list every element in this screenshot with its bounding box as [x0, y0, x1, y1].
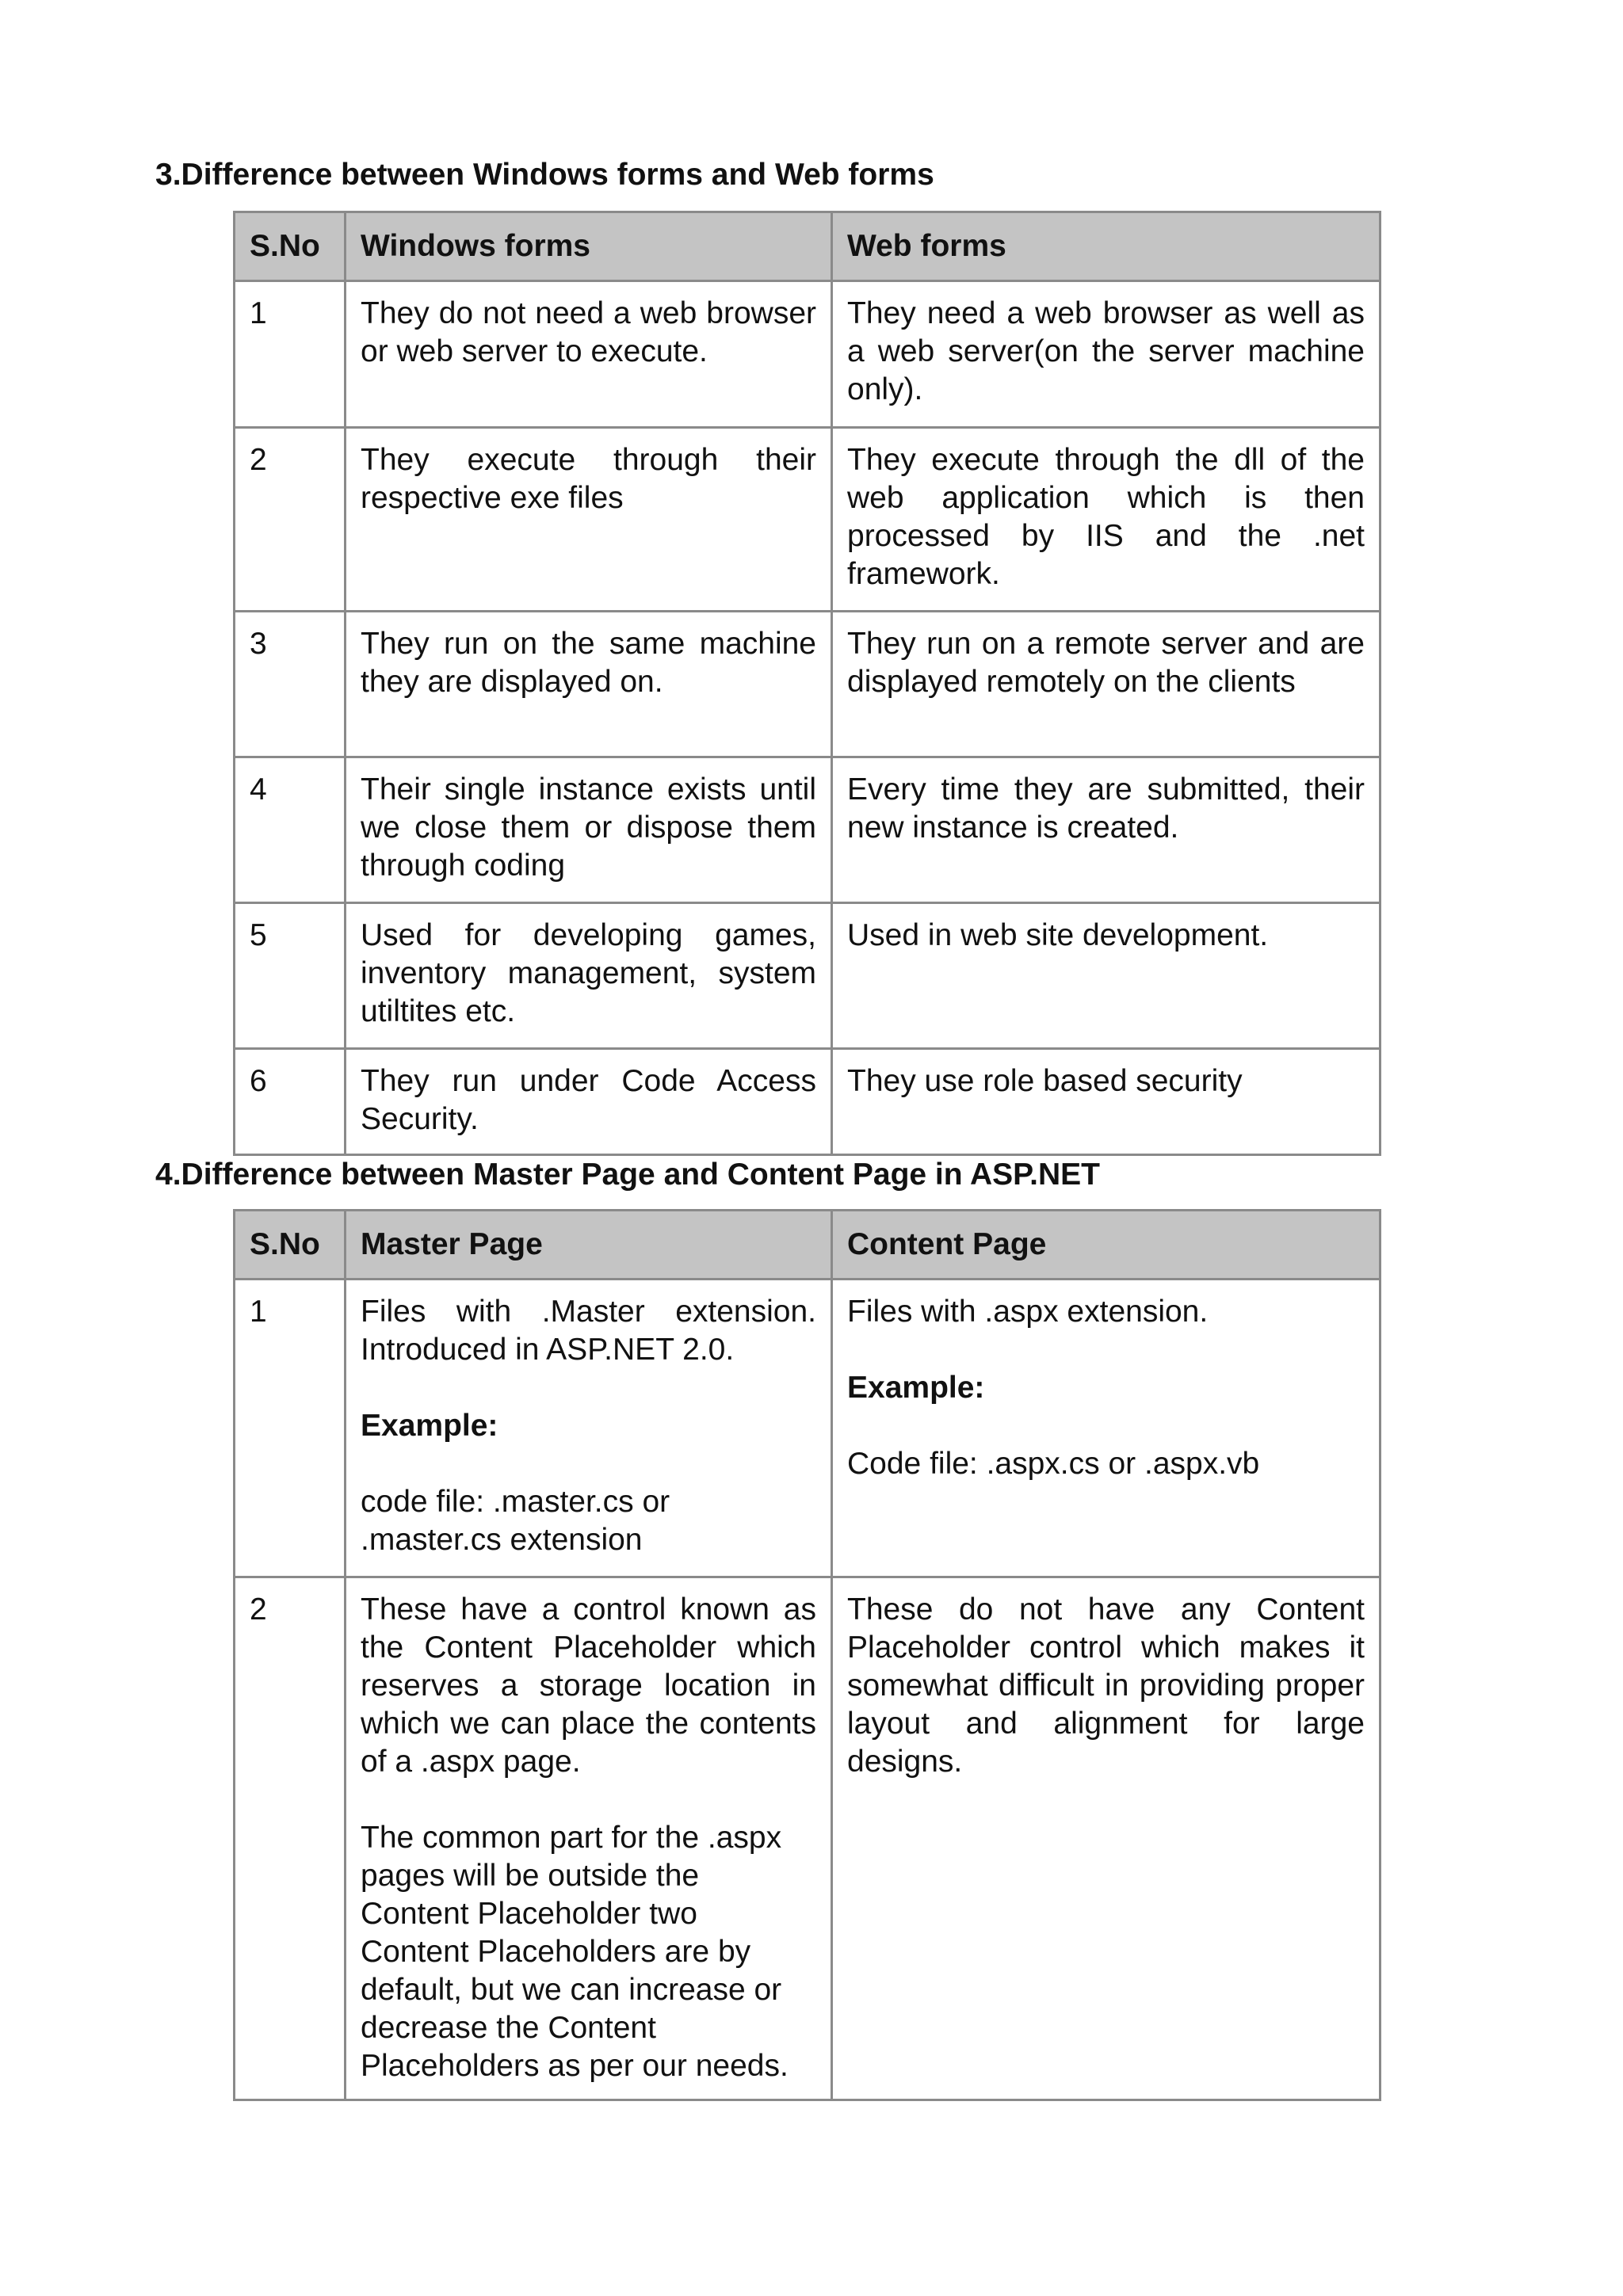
table-row [235, 1577, 1381, 2100]
cell-sno: 4 [235, 757, 346, 903]
header-windows-forms: Windows forms [346, 212, 832, 281]
master-page-placeholder-description: These have a control known as the Content Placeholder which reserves a storage location in which we can place the contents of a .aspx page. [361, 1592, 816, 1779]
cell-windows-forms: Used for developing games, inventory management, system utiltites etc. [346, 903, 832, 1049]
cell-web-forms: They use role based security [832, 1049, 1381, 1155]
cell-master-page [346, 1577, 832, 2100]
comparison-table-master-content-page [233, 1209, 1381, 2101]
cell-sno: 1 [235, 281, 346, 428]
section-title-master-vs-content-page: 4.Difference between Master Page and Content Page in ASP.NET [155, 1158, 1100, 1192]
cell-windows-forms: Their single instance exists until we close them or dispose them through coding [346, 757, 832, 903]
table-row [235, 757, 1381, 903]
cell-sno: 3 [235, 612, 346, 757]
header-web-forms: Web forms [832, 212, 1381, 281]
master-page-common-part-line: default, but we can increase or [361, 1973, 782, 2007]
cell-windows-forms: They do not need a web browser or web server to execute. [346, 281, 832, 428]
content-page-description: Files with .aspx extension. [847, 1295, 1209, 1329]
master-page-common-part-line: Content Placeholders are by [361, 1935, 751, 1969]
cell-sno: 6 [235, 1049, 346, 1155]
cell-web-forms: Used in web site development. [832, 903, 1381, 1049]
comparison-table-windows-web-forms [233, 211, 1381, 1156]
example-label: Example: [847, 1371, 985, 1405]
cell-windows-forms: They execute through their respective exe files [346, 428, 832, 612]
cell-master-page [346, 1280, 832, 1577]
cell-web-forms: They execute through the dll of the web application which is then processed by IIS and the .net framework. [832, 428, 1381, 612]
table-header-row [235, 212, 1381, 281]
cell-sno: 2 [235, 1577, 346, 2100]
table-row [235, 428, 1381, 612]
content-code-file-line: Code file: .aspx.cs or .aspx.vb [847, 1447, 1260, 1481]
master-page-common-part-line: Content Placeholder two [361, 1897, 697, 1931]
master-page-common-part-line: Placeholders as per our needs. [361, 2049, 789, 2083]
master-code-file-line: .master.cs extension [361, 1523, 643, 1557]
cell-content-page [832, 1280, 1381, 1577]
table-row [235, 1049, 1381, 1155]
master-page-common-part-line: pages will be outside the [361, 1859, 700, 1893]
cell-web-forms: They run on a remote server and are displayed remotely on the clients [832, 612, 1381, 757]
cell-windows-forms: They run on the same machine they are displayed on. [346, 612, 832, 757]
cell-web-forms: Every time they are submitted, their new instance is created. [832, 757, 1381, 903]
master-page-common-part-line: decrease the Content [361, 2011, 656, 2045]
header-content-page: Content Page [832, 1211, 1381, 1280]
header-sno: S.No [235, 212, 346, 281]
cell-sno: 5 [235, 903, 346, 1049]
table-row [235, 1280, 1381, 1577]
header-master-page: Master Page [346, 1211, 832, 1280]
master-code-file-line: code file: .master.cs or [361, 1485, 670, 1519]
cell-sno: 1 [235, 1280, 346, 1577]
section-title-windows-vs-web-forms: 3.Difference between Windows forms and Web forms [155, 158, 934, 192]
master-page-description: Files with .Master extension. Introduced in ASP.NET 2.0. [361, 1295, 816, 1367]
content-page-placeholder-description: These do not have any Content Placeholder control which makes it somewhat difficult in providing proper layout and alignment for large designs. [847, 1592, 1365, 1779]
cell-windows-forms: They run under Code Access Security. [346, 1049, 832, 1155]
table-row [235, 281, 1381, 428]
table-row [235, 612, 1381, 757]
example-label: Example: [361, 1409, 498, 1443]
cell-sno: 2 [235, 428, 346, 612]
cell-content-page [832, 1577, 1381, 2100]
table-row [235, 903, 1381, 1049]
cell-web-forms: They need a web browser as well as a web server(on the server machine only). [832, 281, 1381, 428]
table-header-row [235, 1211, 1381, 1280]
master-page-common-part-line: The common part for the .aspx [361, 1821, 782, 1855]
header-sno: S.No [235, 1211, 346, 1280]
